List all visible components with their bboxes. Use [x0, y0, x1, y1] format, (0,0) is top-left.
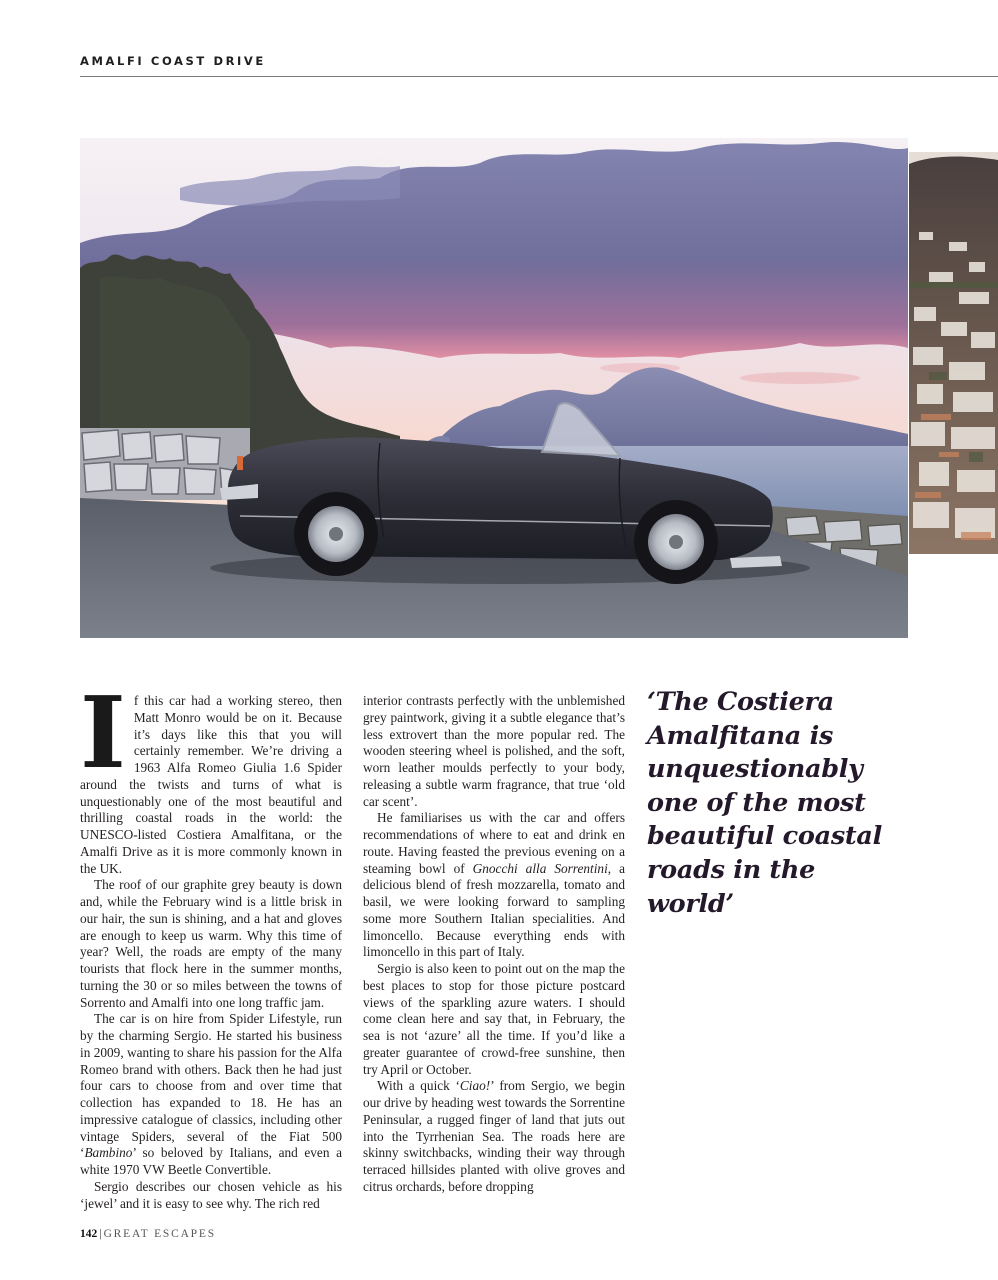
- page-footer: [80, 1228, 216, 1240]
- drop-cap: I: [80, 676, 126, 791]
- pull-quote: ‘The Costiera Amalfitana is unquestionably one of the most beautiful coastal roads in the world’: [647, 687, 882, 919]
- article-column-1: [80, 676, 342, 1212]
- side-photo-hillside-town: [909, 152, 998, 554]
- article-column-2: [363, 693, 625, 1196]
- paragraph: The car is on hire from Spider Lifestyle, run by the charming Sergio. He started his business in 2009, wanting to share his passion for the Alfa Romeo brand with others. Back then he had just four cars to choose from and over time that collection has expanded to 18. He has an impressive catalogue of classics, including other vintage Spiders, several of the Fiat 500 ‘Bambino’ so beloved by Italians, and even a white 1970 VW Beetle Convertible.: [80, 1011, 342, 1177]
- footer-separator: |: [99, 1228, 102, 1240]
- publication-name: GREAT ESCAPES: [103, 1228, 216, 1240]
- section-title: AMALFI COAST DRIVE: [80, 54, 266, 68]
- page-number: 142: [80, 1228, 98, 1240]
- paragraph: The roof of our graphite grey beauty is down and, while the February wind is a little brisk in our hair, the sun is shining, and a hat and gloves are enough to keep us warm. Why this time of year? Well, the roads are empty of the many tourists that flock here in the summer months, turning the 30 or so miles between the towns of Sorrento and Amalfi into one long traffic jam.: [80, 877, 342, 1010]
- paragraph: Sergio is also keen to point out on the map the best places to stop for those picture postcard views of the sparkling azure waters. I should come clean here and say that, in February, the sea is not ‘azure’ all the time. If you’d like a greater guarantee of crowd-free sunshine, then try April or October.: [363, 961, 625, 1077]
- hero-photo-alfa-romeo-spider: [80, 138, 908, 638]
- paragraph: He familiarises us with the car and offers recommendations of where to eat and drink en route. Having feasted the previous evening on a steaming bowl of Gnocchi alla Sorrentini, a delicious blend of fresh mozzarella, tomato and basil, we were looking forward to sampling some more Southern Italian specialities. And limoncello. Because everything ends with limoncello in this part of Italy.: [363, 810, 625, 960]
- paragraph: Sergio describes our chosen vehicle as his ‘jewel’ and it is easy to see why. The rich red: [80, 1178, 342, 1211]
- paragraph: interior contrasts perfectly with the unblemished grey paintwork, giving it a subtle elegance that’s less extrovert than the more popular red. The wooden steering wheel is polished, and the soft, worn leather moulds perfectly to your body, releasing a subtle warm fragrance, that true ‘old car scent’.: [363, 693, 625, 809]
- paragraph: With a quick ‘Ciao!’ from Sergio, we begin our drive by heading west towards the Sorrentine Peninsular, a rugged finger of land that juts out into the Tyrrhenian Sea. The roads here are skinny switchbacks, winding their way through terraced hillsides planted with olive groves and citrus orchards, before dropping: [363, 1078, 625, 1194]
- header-rule: [80, 76, 998, 77]
- hero-photo-illustration: [80, 138, 908, 638]
- paragraph: If this car had a working stereo, then Matt Monro would be on it. Because it’s days like this that you will certainly remember. We’re driving a 1963 Alfa Romeo Giulia 1.6 Spider around the twists and turns of what is unquestionably one of the most beautiful and thrilling coastal roads in the world: the UNESCO-listed Costiera Amalfitana, or the Amalfi Drive as it is more commonly known in the UK.: [80, 676, 342, 876]
- side-photo-illustration: [909, 152, 998, 554]
